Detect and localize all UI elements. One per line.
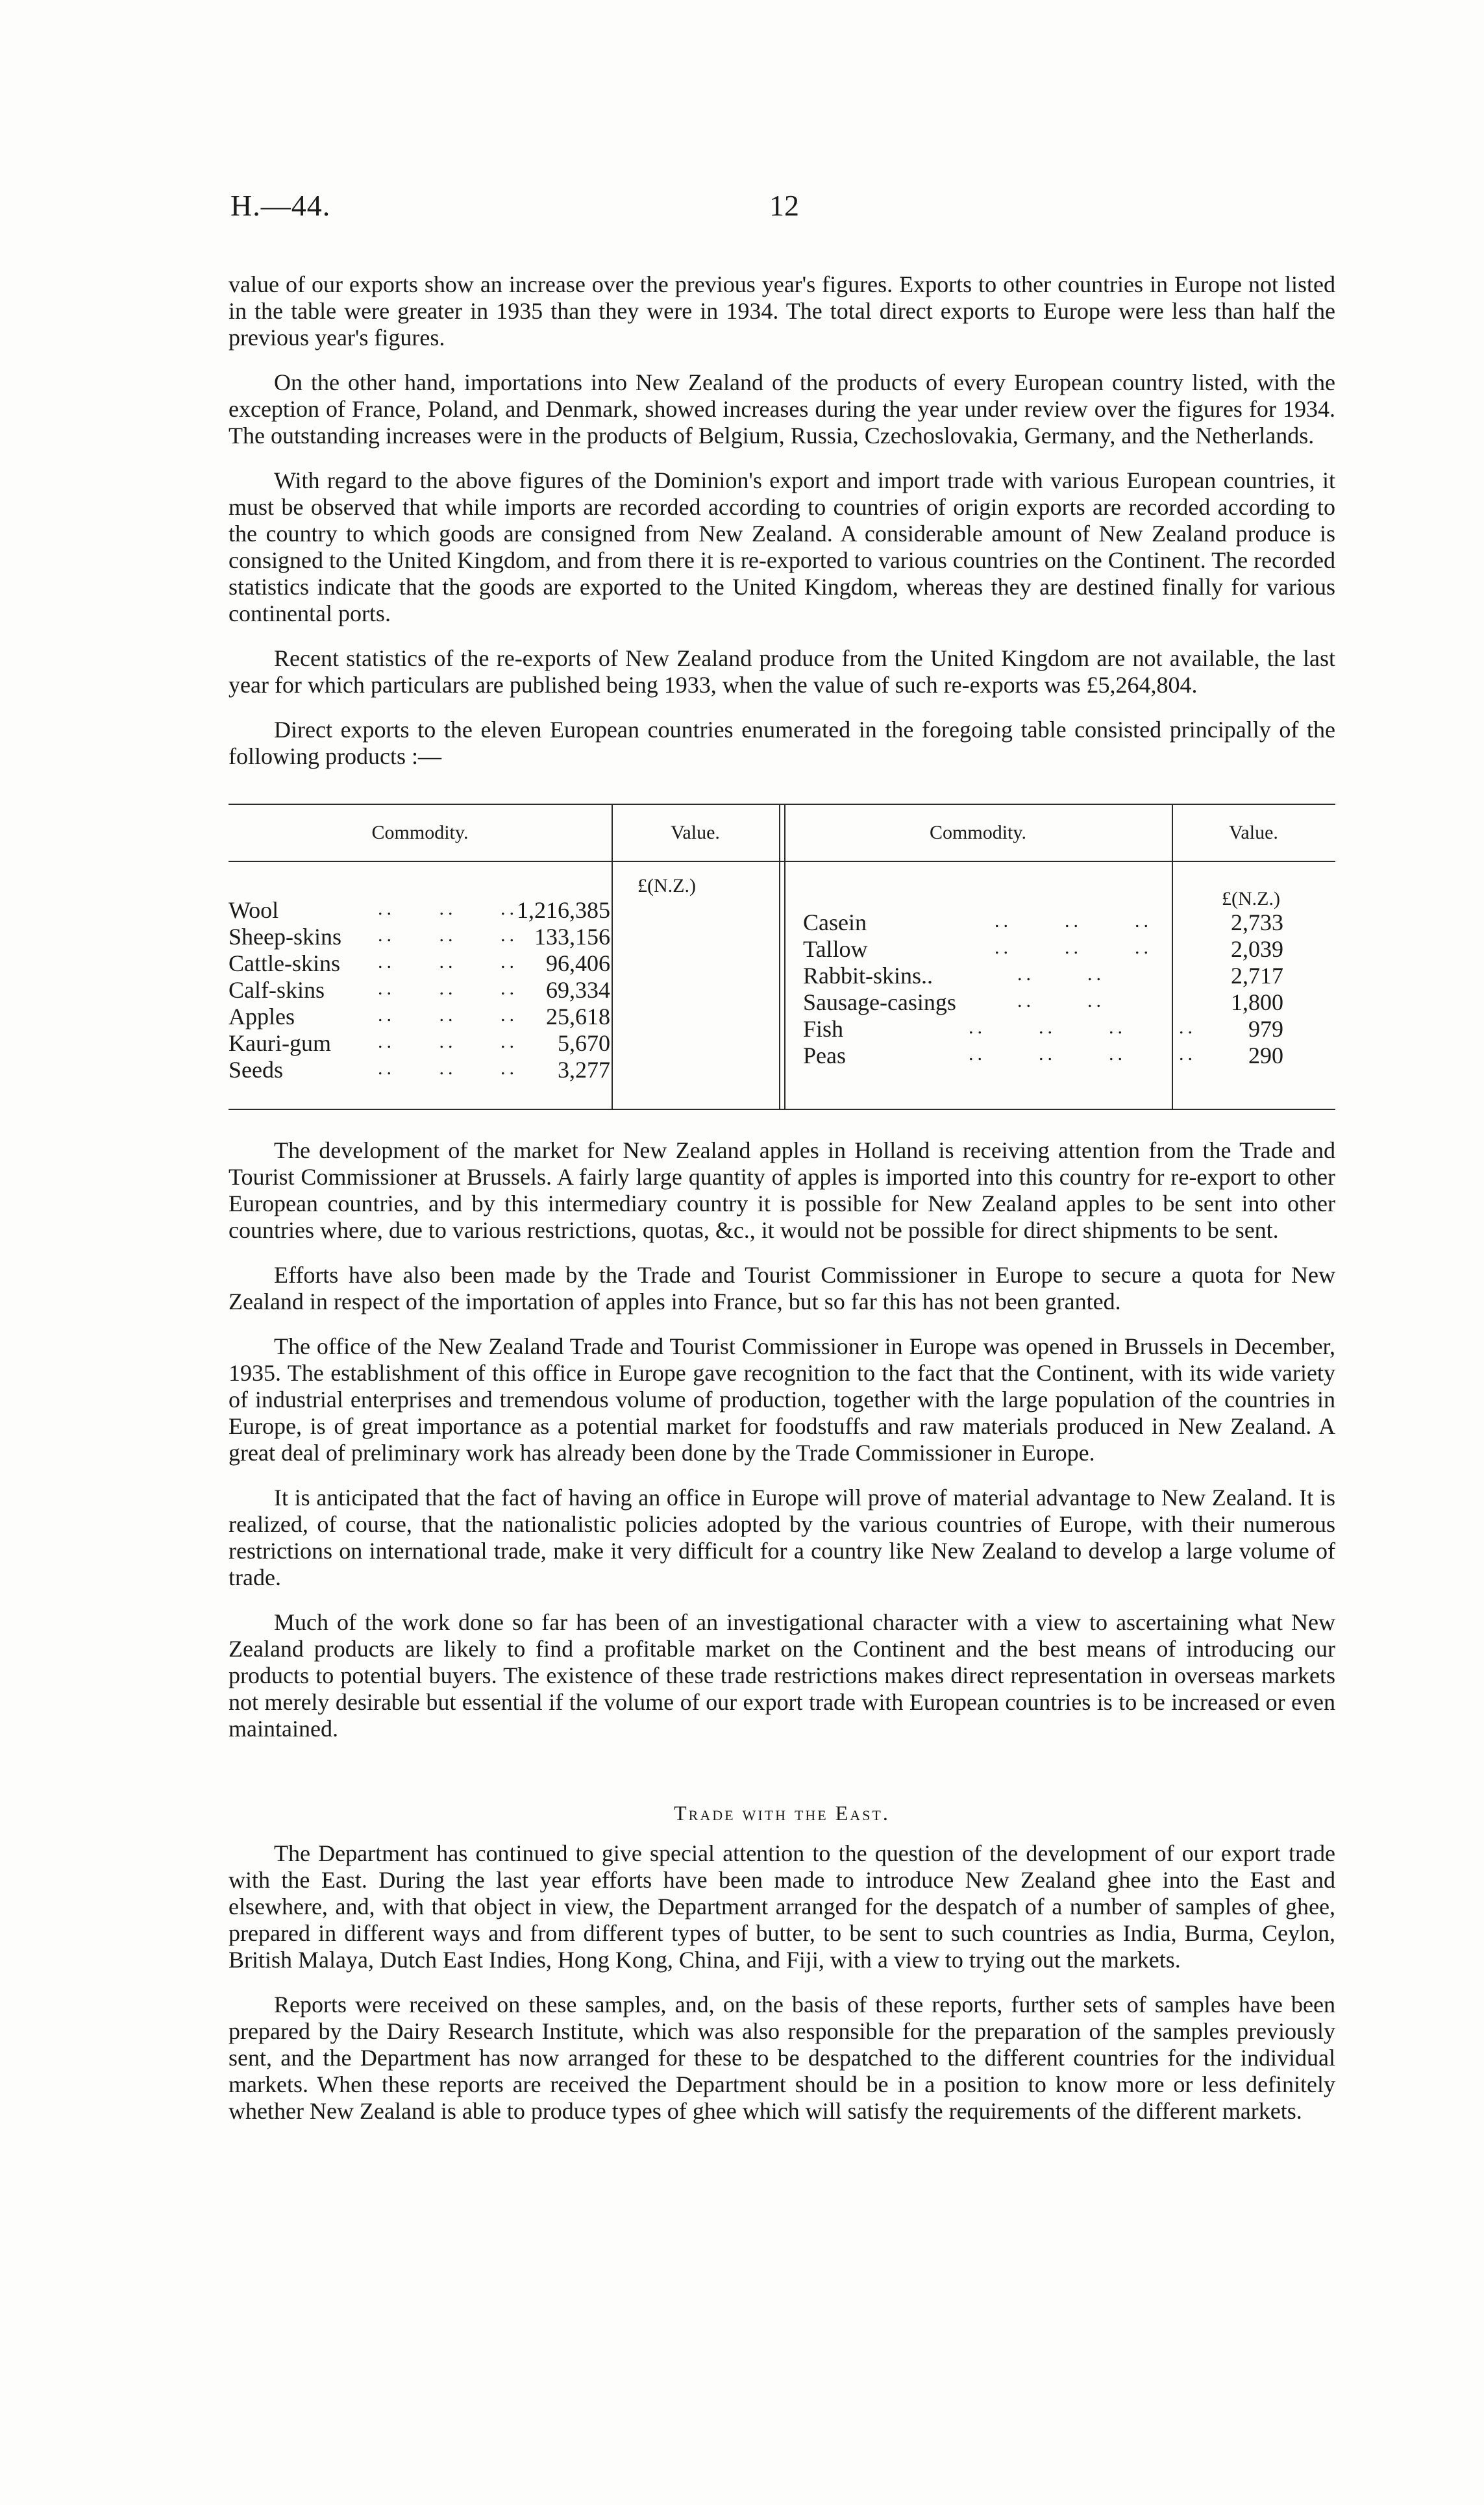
table-row-value: 96,406 [546,950,610,976]
paragraph: Efforts have also been made by the Trade and Tourist Commissioner in Europe to secure a quota for New Zealand in respect of the importation of apples into France, but so far this has not been granted. [229,1262,1335,1314]
leader-dots: .. .. .. [378,951,518,972]
table-row-value: 2,039 [1231,936,1283,962]
table-row-value: 1,800 [1231,989,1283,1015]
leader-dots: .. .. .. .. [969,1043,1196,1065]
table-row-value: 1,216,385 [517,897,610,923]
table-row-commodity: Casein [803,909,867,935]
table-row-commodity: Sausage-casings [803,989,956,1015]
table-bottom-rule [229,1109,1335,1110]
table-row-commodity: Tallow [803,936,868,962]
table-row-value: 5,670 [558,1030,610,1056]
unit-label-left: £(N.Z.) [637,875,696,896]
paragraph: Reports were received on these samples, and, on the basis of these reports, further sets of samples have been prepared by the Dairy Research Institute, which was also responsible for the preparation of the samples previously sent, and the Department has now arranged for these to be despatched to the different countries for the individual markets. When these reports are received the Department should be in a position to know more or less definitely whether New Zealand is able to produce types of ghee which will satisfy the requirements of the different markets. [229,1992,1335,2124]
table-row-commodity: Sheep-skins [229,924,341,950]
leader-dots: .. .. .. .. [969,1017,1196,1038]
paragraph: With regard to the above figures of the Dominion's export and import trade with various European countries, it must be observed that while imports are recorded according to countries of origin exports are recorded according to the country to which goods are consigned from New Zealand. A considerable amount of New Zealand produce is consigned to the United Kingdom, and from there it is re-exported to various countries on the Continent. The recorded statistics indicate that the goods are exported to the United Kingdom, whereas they are destined finally for various continental ports. [229,467,1335,626]
leader-dots: .. .. .. [378,978,518,999]
page-header [230,188,1334,234]
paragraph: The Department has continued to give special attention to the question of the development of our export trade with the East. During the last year efforts have been made to introduce New Zealand ghee into the East and elsewhere, and, with that object in view, the Department arranged for the despatch of a number of samples of ghee, prepared in different ways and from different types of butter, to be sent to such countries as India, Burma, Ceylon, British Malaya, Dutch East Indies, Hong Kong, China, and Fiji, with a view to trying out the markets. [229,1840,1335,1973]
leader-dots: .. .. .. [378,924,518,946]
paragraph: Recent statistics of the re-exports of New Zealand produce from the United Kingdom are not available, the last year for which particulars are published being 1933, when the value of such re-exports was £5,264,804. [229,645,1335,698]
table-row-commodity: Cattle-skins [229,950,340,976]
body-text-middle [229,1137,1335,1760]
table-row-commodity: Peas [803,1043,846,1068]
column-divider [612,804,613,1109]
table-row-commodity: Calf-skins [229,977,325,1003]
leader-dots: .. .. .. [995,937,1152,958]
table-top-rule [229,804,1335,805]
leader-dots: .. .. .. [378,1004,518,1026]
body-text-east [229,1840,1335,2143]
leader-dots: .. .. .. [378,898,518,919]
table-row-value: 290 [1248,1043,1283,1068]
column-divider [784,804,785,1109]
paragraph: On the other hand, importations into New Zealand of the products of every European country listed, with the exception of France, Poland, and Denmark, showed increases during the year under review over the figures for 1934. The outstanding increases were in the products of Belgium, Russia, Czechoslovakia, Germany, and the Netherlands. [229,369,1335,449]
leader-dots: .. .. .. [995,910,1152,932]
table-row-commodity: Apples [229,1004,295,1030]
header-value-left: Value. [671,822,720,843]
header-commodity-right: Commodity. [930,822,1026,843]
leader-dots: .. .. [1017,963,1105,985]
unit-label-right: £(N.Z.) [1222,888,1280,909]
paragraph: value of our exports show an increase over the previous year's figures. Exports to other countries in Europe not listed in the table were greater in 1935 than they were in 1934. The total direct exports to Europe were less than half the previous year's figures. [229,271,1335,351]
column-divider [779,804,780,1109]
paragraph: The office of the New Zealand Trade and Tourist Commissioner in Europe was opened in Brussels in December, 1935. The establishment of this office in Europe gave recognition to the fact that the Continent, with its wide variety of industrial enterprises and tremendous volume of production, together with the large population of the countries in Europe, is of great importance as a potential market for foodstuffs and raw materials produced in New Zealand. A great deal of preliminary work has already been done by the Trade Commissioner in Europe. [229,1333,1335,1466]
table-row-commodity: Kauri-gum [229,1030,331,1056]
table-row-commodity: Seeds [229,1057,283,1083]
header-commodity-left: Commodity. [371,822,469,843]
table-row-commodity: Wool [229,897,279,923]
leader-dots: .. .. .. [378,1057,518,1079]
table-row-value: 3,277 [558,1057,610,1083]
paragraph: Much of the work done so far has been of an investigational character with a view to ascertaining what New Zealand products are likely to find a profitable market on the Continent and the best means of introducing our products to potential buyers. The existence of these trade restrictions makes direct representation in overseas markets not merely desirable but essential if the volume of our export trade with European countries is to be increased or even maintained. [229,1609,1335,1742]
table-row-value: 2,733 [1231,909,1283,935]
leader-dots: .. .. .. [378,1031,518,1052]
table-row-commodity: Rabbit-skins.. [803,963,934,989]
paragraph: Direct exports to the eleven European countries enumerated in the foregoing table consisted principally of the following products :— [229,717,1335,769]
header-value-right: Value. [1229,822,1278,843]
body-text-top [229,271,1335,788]
table-header-rule [229,861,1335,862]
table-row-value: 133,156 [534,924,610,950]
document-reference: H.—44. [230,189,331,222]
table-row-value: 2,717 [1231,963,1283,989]
table-row-value: 25,618 [546,1004,610,1030]
section-title: Trade with the East. [674,1801,890,1825]
page-number: 12 [769,189,799,222]
paragraph: The development of the market for New Zealand apples in Holland is receiving attention from the Trade and Tourist Commissioner at Brussels. A fairly large quantity of apples is imported into this country for re-export to other European countries, and by this intermediary country it is possible for New Zealand apples to be sent into other countries where, due to various restrictions, quotas, &c., it would not be possible for direct shipments to be sent. [229,1137,1335,1243]
leader-dots: .. .. [1017,990,1105,1011]
paragraph: It is anticipated that the fact of having an office in Europe will prove of material advantage to New Zealand. It is realized, of course, that the nationalistic policies adopted by the various countries of Europe, with their numerous restrictions on international trade, make it very difficult for a country like New Zealand to develop a large volume of trade. [229,1485,1335,1590]
table-row-value: 979 [1248,1016,1283,1042]
exports-table [229,804,1335,1115]
table-row-commodity: Fish [803,1016,844,1042]
table-row-value: 69,334 [546,977,610,1003]
